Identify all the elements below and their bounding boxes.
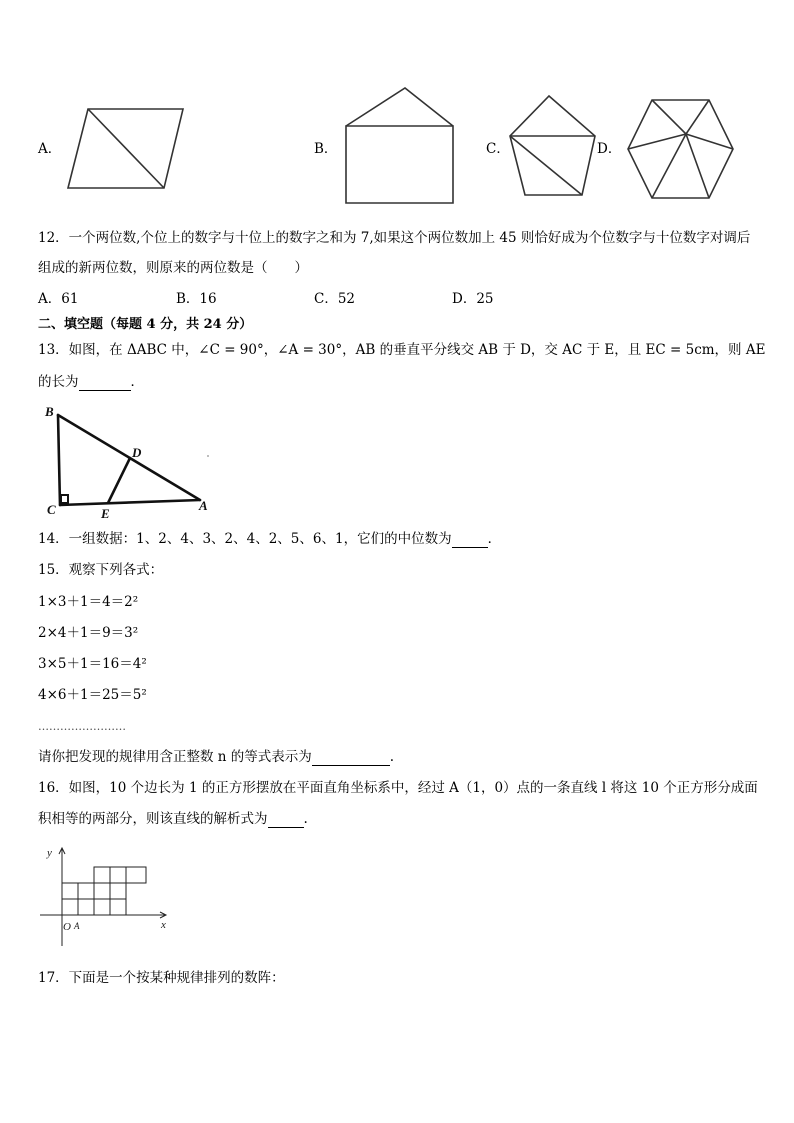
q13-line1: 13．如图，在 ΔABC 中，∠C = 90°，∠A = 30°，AB 的垂直平分线交 AB 于 D，交 AC 于 E，且 EC = 5cm，则 AE: [38, 342, 766, 358]
option-a-label: A．: [38, 141, 62, 157]
q13-line2-end: ．: [130, 374, 144, 390]
q15-formula-3: 3×5＋1＝16＝4²: [38, 656, 147, 672]
q14-end: ．: [487, 531, 502, 547]
q15-ask: 请你把发现的规律用含正整数 n 的等式表示为: [38, 749, 312, 765]
q16-line2-end: .: [303, 811, 308, 827]
option-d-label: D．: [597, 141, 622, 157]
label-c: C: [47, 502, 56, 517]
q15-formula-2: 2×4＋1＝9＝3²: [38, 625, 139, 641]
q12-line2: 组成的新两位数，则原来的两位数是（ ）: [38, 260, 308, 276]
q12-option-a: A．61: [38, 291, 79, 307]
q17-text: 17．下面是一个按某种规律排列的数阵：: [38, 970, 285, 986]
q15-formula-4: 4×6＋1＝25＝5²: [38, 687, 147, 703]
q14-text: 14．一组数据：1、2、4、3、2、4、2、5、6、1，它们的中位数为: [38, 531, 452, 547]
q15-title: 15．观察下列各式：: [38, 562, 164, 578]
q15-formula-1: 1×3＋1＝4＝2²: [38, 594, 139, 610]
q12-option-d: D．25: [452, 291, 494, 307]
q13-line2-text: 的长为: [38, 374, 79, 390]
q15-ask-end: .: [389, 749, 395, 765]
label-b: B: [45, 404, 54, 419]
label-y-axis: y: [47, 847, 52, 859]
q12-line1: 12．一个两位数,个位上的数字与十位上的数字之和为 7,如果这个两位数加上 45 则恰好成为个位数字与十位数字对调后: [38, 230, 751, 246]
option-b-label: B．: [314, 141, 338, 157]
label-e: E: [101, 506, 110, 521]
label-d: D: [132, 445, 142, 460]
option-c-label: C．: [486, 141, 510, 157]
q12-option-b: B．16: [176, 291, 217, 307]
section-heading: 二、填空题（每题 4 分，共 24 分）: [38, 317, 253, 332]
label-x-axis: x: [161, 919, 166, 931]
q16-line2-text: 积相等的两部分，则该直线的解析式为: [38, 811, 268, 827]
label-point-a: A: [74, 921, 80, 931]
q15-dots: ……………………: [38, 720, 126, 733]
q16-line1: 16．如图，10 个边长为 1 的正方形摆放在平面直角坐标系中，经过 A（1，0）点的一条直线 l 将这 10 个正方形分成面: [38, 780, 758, 796]
label-origin: O: [63, 921, 71, 933]
q12-option-c: C．52: [314, 291, 356, 307]
label-a: A: [199, 498, 208, 513]
